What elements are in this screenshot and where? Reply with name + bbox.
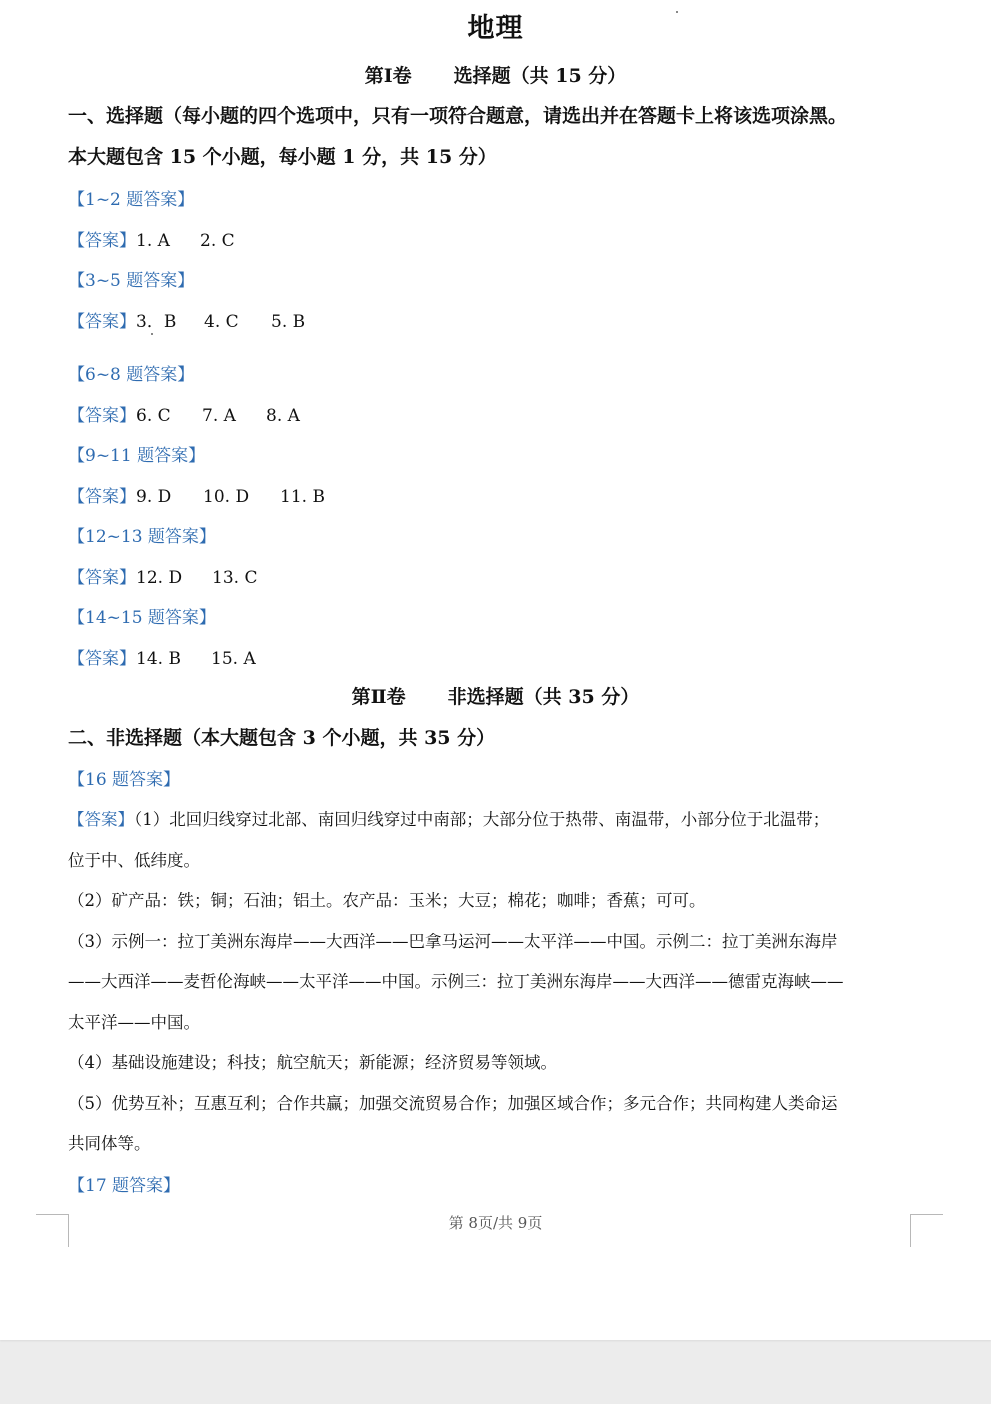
q2-heading: 二、非选择题（本大题包含 3 个小题，共 35 分） (68, 727, 496, 749)
answer-row-3-5 (68, 307, 928, 332)
group-label-1-2: 【1~2 题答案】 (68, 190, 195, 210)
answer-item: 9. D (136, 487, 172, 507)
answer-item: 5. B (271, 312, 306, 332)
part2-title-label: 第Ⅱ卷 (351, 686, 406, 708)
part2-title (0, 682, 991, 709)
part1-title (0, 61, 991, 88)
q16-text-line: （5）优势互补；互惠互利；合作共赢；加强交流贸易合作；加强区域合作；多元合作；共同构建人类命运 (68, 1094, 838, 1113)
answer-tag: 【答案】 (68, 810, 134, 829)
answer-item: 8. A (266, 406, 300, 426)
answer-item: 4. C (204, 312, 239, 332)
q16-text-line: （3）示例一：拉丁美洲东海岸——大西洋——巴拿马运河——太平洋——中国。示例二：拉丁美洲东海岸 (68, 932, 838, 951)
part1-title-label: 第Ⅰ卷 (364, 65, 412, 87)
group-label-12-13: 【12~13 题答案】 (68, 527, 216, 547)
q16-text-line: （2）矿产品：铁；铜；石油；铝土。农产品：玉米；大豆；棉花；咖啡；香蕉；可可。 (68, 891, 706, 910)
group-label-9-11: 【9~11 题答案】 (68, 446, 206, 466)
answer-item: 12. D (136, 568, 183, 588)
q17-label: 【17 题答案】 (68, 1176, 181, 1196)
answer-row-6-8 (68, 401, 928, 426)
group-label-3-5: 【3~5 题答案】 (68, 271, 195, 291)
answer-row-12-13 (68, 563, 928, 588)
page-footer: 第 8页/共 9页 (448, 1214, 543, 1232)
answer-row-9-11 (68, 482, 928, 507)
answer-tag: 【答案】 (68, 487, 136, 507)
answer-item: 15. A (211, 649, 256, 669)
answer-tag: 【答案】 (68, 312, 136, 332)
part1-title-desc: 选择题（共 15 分） (453, 65, 627, 87)
answer-item: 11. B (280, 487, 325, 507)
stray-mark (151, 333, 153, 335)
q16-text-line: ——大西洋——麦哲伦海峡——太平洋——中国。示例三：拉丁美洲东海岸——大西洋——德雷克海峡—— (68, 972, 844, 991)
answer-tag: 【答案】 (68, 649, 136, 669)
answer-item: 6. C (136, 406, 171, 426)
part2-title-desc: 非选择题（共 35 分） (447, 686, 640, 708)
group-label-6-8: 【6~8 题答案】 (68, 365, 195, 385)
answer-item: 10. D (203, 487, 250, 507)
q16-text-line: 位于中、低纬度。 (68, 851, 200, 870)
answer-item: 2. C (200, 231, 235, 251)
answer-row-14-15 (68, 644, 928, 669)
answer-item: 14. B (136, 649, 181, 669)
q1-heading-line1: 一、选择题（每小题的四个选项中，只有一项符合题意，请选出并在答题卡上将该选项涂黑。 (68, 105, 848, 127)
group-label-14-15: 【14~15 题答案】 (68, 608, 216, 628)
q16-label: 【16 题答案】 (68, 770, 181, 790)
q16-text-line: （4）基础设施建设；科技；航空航天；新能源；经济贸易等领域。 (68, 1053, 557, 1072)
q16-answer-line (68, 806, 928, 830)
answer-item: 13. C (212, 568, 258, 588)
answer-item: 3．B (136, 312, 177, 332)
answer-tag: 【答案】 (68, 568, 136, 588)
answer-tag: 【答案】 (68, 406, 136, 426)
q16-text-line: 太平洋——中国。 (68, 1013, 200, 1032)
q16-text-line: 共同体等。 (68, 1134, 151, 1153)
answer-item: 1. A (136, 231, 170, 251)
q16-text: （1）北回归线穿过北部、南回归线穿过中南部；大部分位于热带、南温带，小部分位于北温带； (134, 810, 830, 829)
answer-tag: 【答案】 (68, 231, 136, 251)
answer-item: 7. A (202, 406, 236, 426)
page-title: 地理 (467, 13, 524, 44)
q1-heading-line2: 本大题包含 15 个小题，每小题 1 分，共 15 分） (68, 146, 497, 168)
answer-row-1-2 (68, 226, 928, 251)
